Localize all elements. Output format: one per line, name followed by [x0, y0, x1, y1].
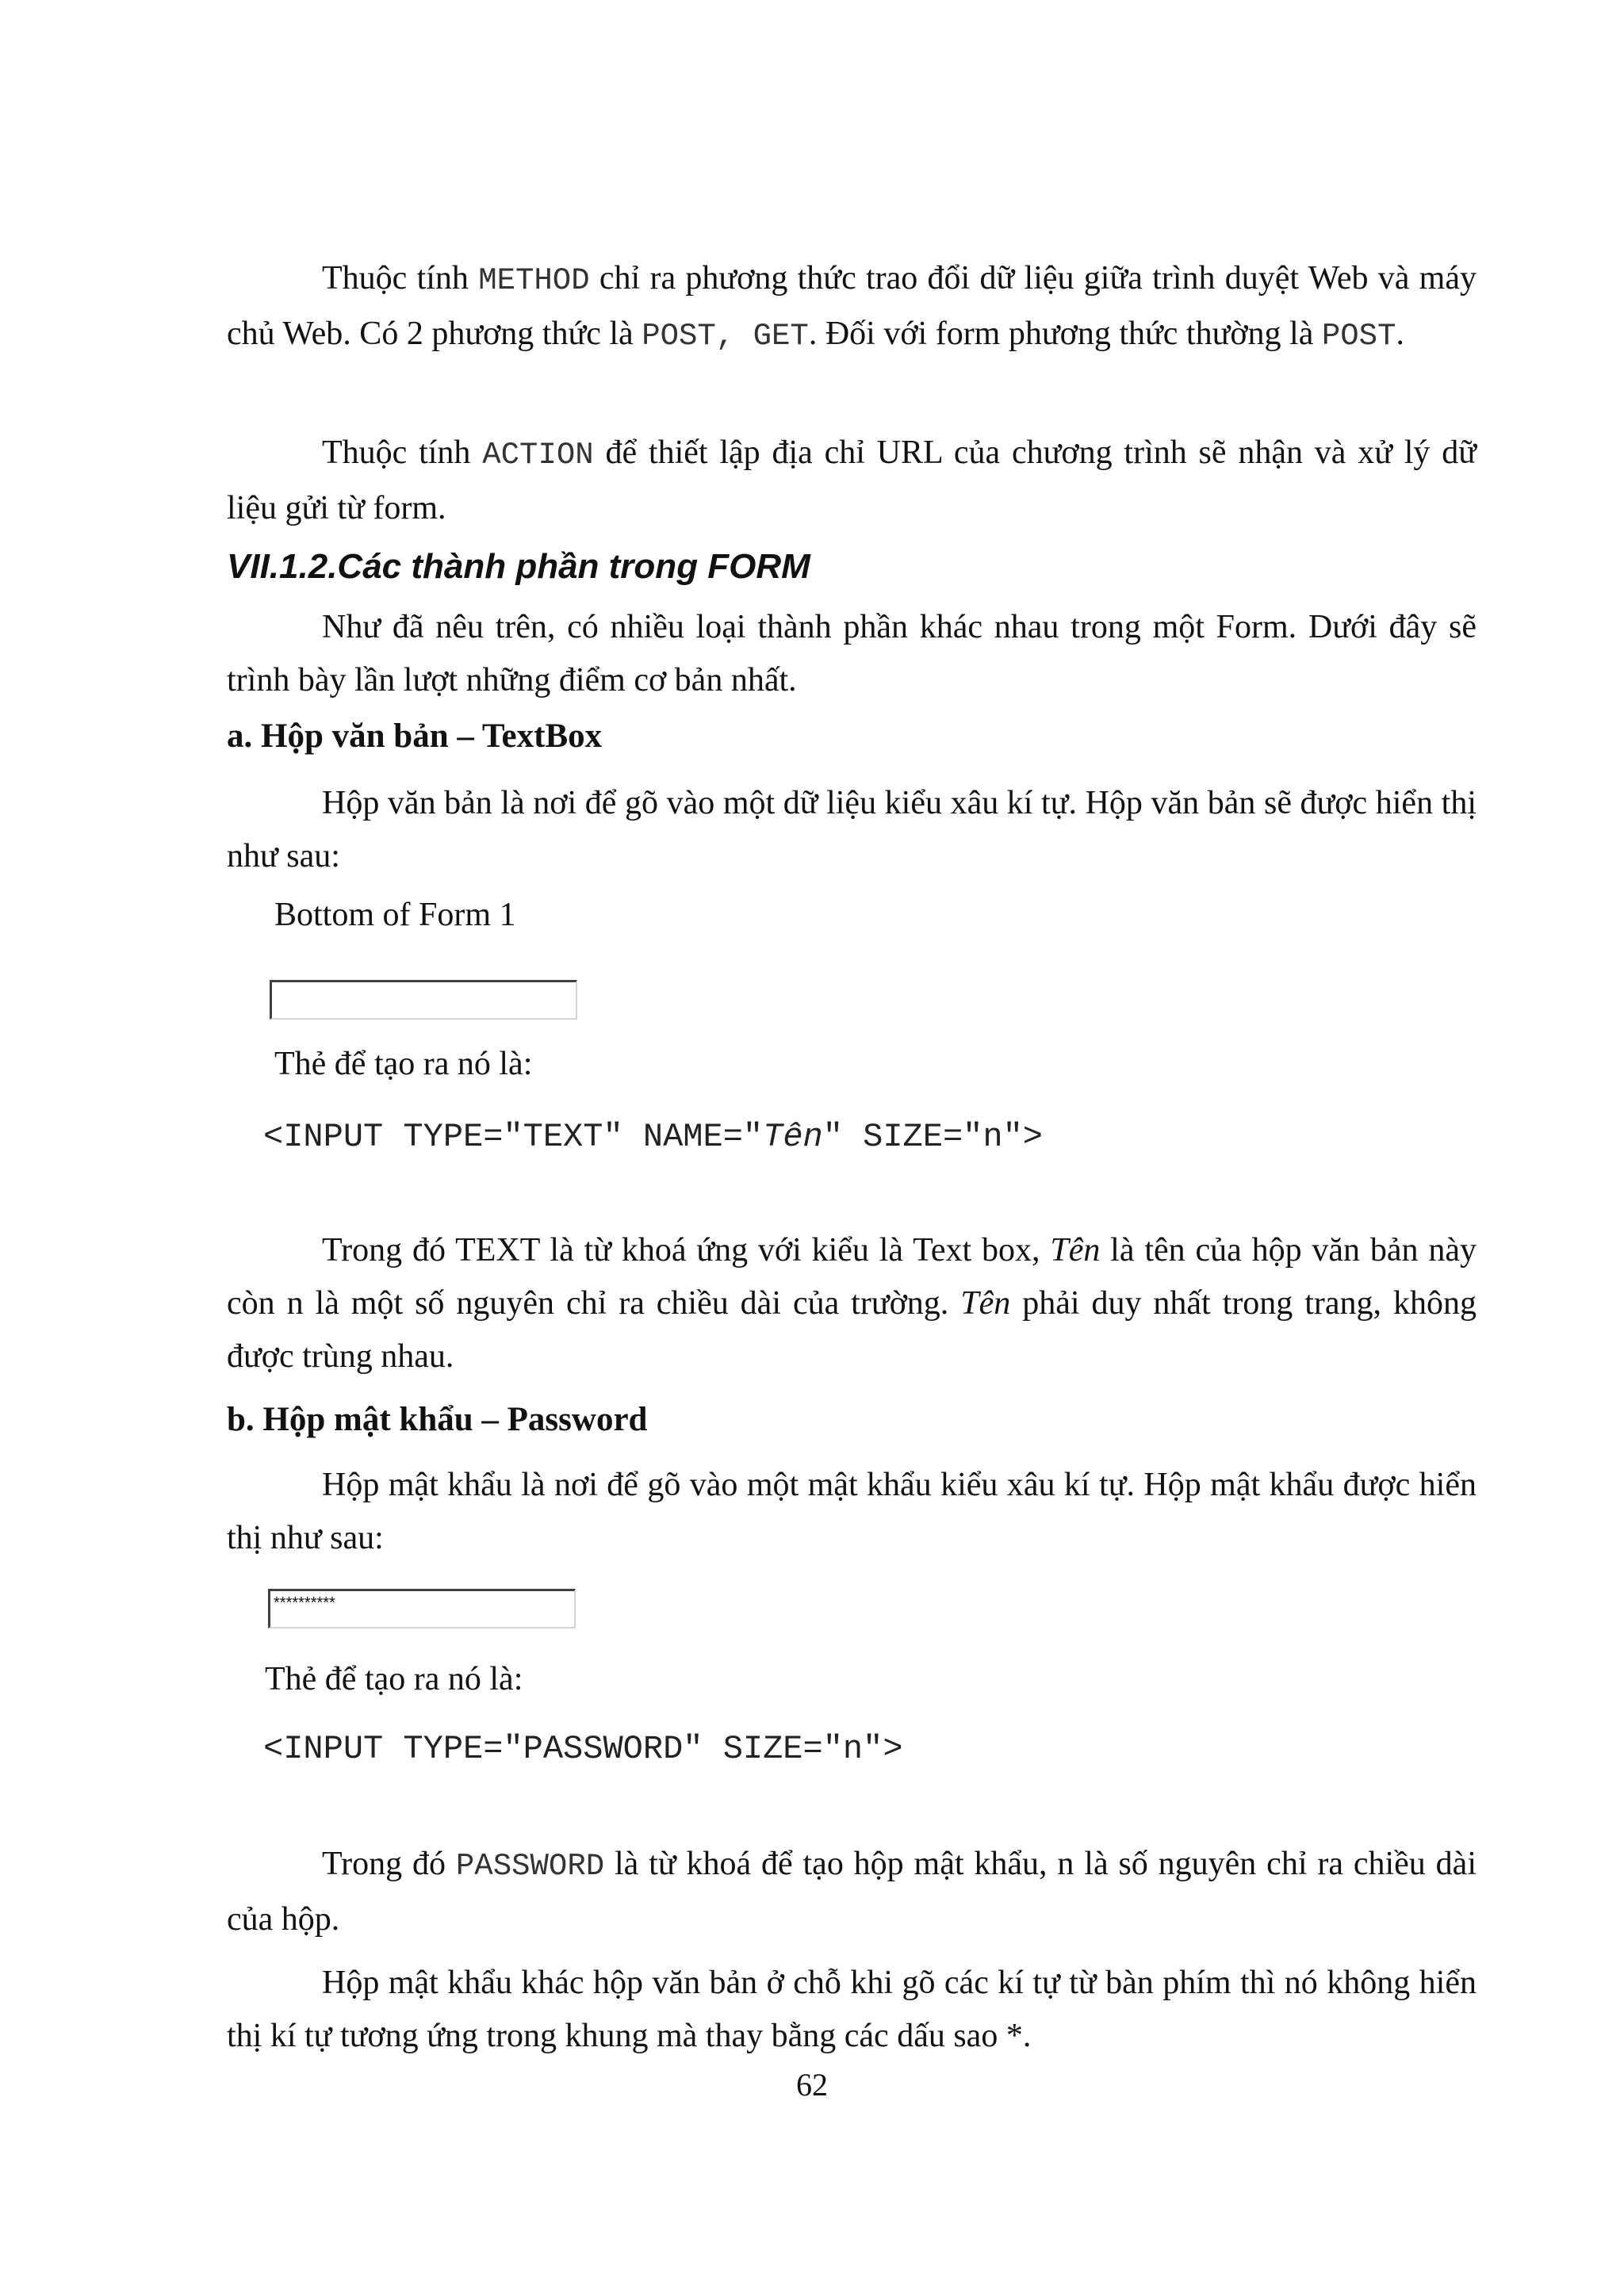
code-run: <INPUT TYPE="TEXT" NAME=" — [263, 1118, 764, 1156]
text-run: Thuộc tính — [322, 260, 479, 297]
text-run: Trong đó — [322, 1846, 456, 1882]
code-keyword: PASSWORD — [455, 1849, 605, 1884]
code-keyword: POST — [1321, 319, 1396, 354]
text-run: phải duy nhất trong trang, không được trùng nhau. — [227, 1285, 1477, 1375]
password-code-line: <INPUT TYPE="PASSWORD" SIZE="n"> — [263, 1730, 903, 1768]
password-tag-intro: Thẻ để tạo ra nó là: — [265, 1661, 523, 1697]
textbox-code-line — [263, 1118, 1043, 1156]
intro-paragraph: Như đã nêu trên, có nhiều loại thành phần khác nhau trong một Form. Dưới đây sẽ trình bày lần lượt những điểm cơ bản nhất. — [227, 609, 1477, 698]
password-sample-input[interactable]: ********** — [268, 1589, 576, 1628]
textbox-sample-input[interactable] — [270, 980, 577, 1020]
text-run: chỉ ra phương thức trao đổi dữ liệu giữa trình duyệt Web và máy chủ Web. Có 2 phương thức là — [227, 260, 1477, 352]
code-run: " SIZE="n"> — [822, 1118, 1043, 1156]
page-number: 62 — [796, 2067, 828, 2103]
text-run: . Đối với form phương thức thường là — [808, 316, 1322, 352]
textbox-tag-intro: Thẻ để tạo ra nó là: — [274, 1046, 533, 1082]
code-keyword: POST, GET — [642, 319, 809, 354]
text-run: là từ khoá để tạo hộp mật khẩu, n là số nguyên chỉ ra chiều dài của hộp. — [227, 1846, 1477, 1938]
form-sample-label: Bottom of Form 1 — [274, 897, 516, 933]
action-paragraph — [227, 427, 1477, 535]
text-run: Trong đó TEXT là từ khoá ứng với kiểu là Text box, — [322, 1232, 1051, 1269]
section-heading: VII.1.2.Các thành phần trong FORM — [227, 547, 810, 586]
code-italic-run: Tên — [763, 1118, 823, 1156]
password-explanation — [227, 1838, 1477, 1946]
italic-run: Tên — [960, 1285, 1011, 1322]
password-description: Hộp mật khẩu là nơi để gõ vào một mật khẩu kiểu xâu kí tự. Hộp mật khẩu được hiển thị như sau: — [227, 1467, 1477, 1556]
code-keyword: ACTION — [482, 438, 594, 473]
text-run: Thuộc tính — [322, 434, 483, 471]
text-run: là tên của hộp văn bản này còn n là một số nguyên chỉ ra chiều dài của trường. — [227, 1232, 1477, 1322]
italic-run: Tên — [1050, 1232, 1101, 1269]
code-keyword: METHOD — [478, 263, 590, 298]
method-paragraph — [227, 252, 1477, 363]
textbox-description: Hộp văn bản là nơi để gõ vào một dữ liệu kiểu xâu kí tự. Hộp văn bản sẽ được hiển thị như sau: — [227, 785, 1477, 874]
password-difference-paragraph: Hộp mật khẩu khác hộp văn bản ở chỗ khi gõ các kí tự từ bàn phím thì nó không hiển thị kí tự tương ứng trong khung mà thay bằng các dấu sao *. — [227, 1965, 1477, 2054]
textbox-explanation — [227, 1224, 1477, 1383]
text-run: để thiết lập địa chỉ URL của chương trình sẽ nhận và xử lý dữ liệu gửi từ form. — [227, 434, 1477, 526]
text-run: . — [1396, 316, 1404, 352]
textbox-heading: a. Hộp văn bản – TextBox — [227, 718, 603, 755]
password-heading: b. Hộp mật khẩu – Password — [227, 1401, 648, 1438]
